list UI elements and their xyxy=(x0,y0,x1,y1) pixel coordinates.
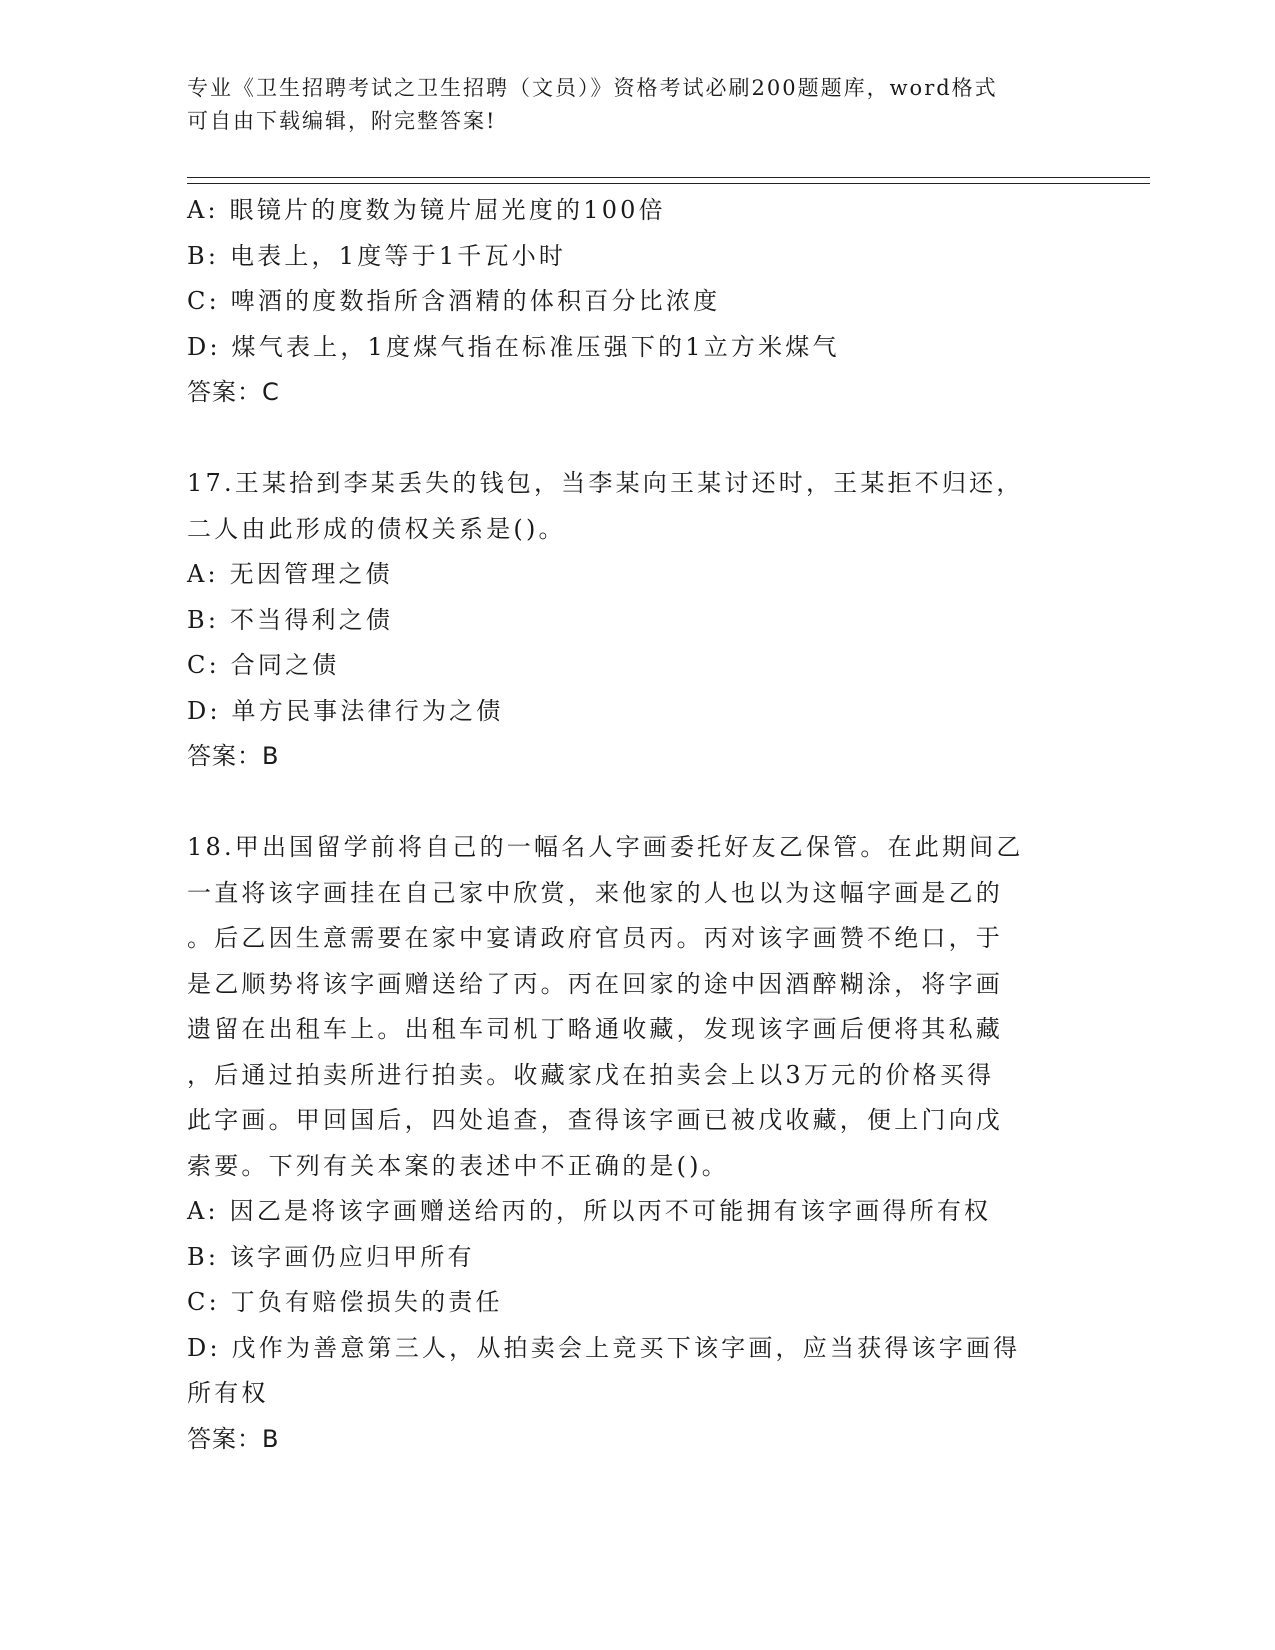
spacer xyxy=(187,416,1087,462)
question-stem: 索要。下列有关本案的表述中不正确的是()。 xyxy=(187,1151,729,1180)
question-18 xyxy=(187,825,1087,1462)
option-a: A: 眼镜片的度数为镜片屈光度的100倍 xyxy=(187,196,666,224)
spacer xyxy=(187,780,1087,826)
header-rule-top xyxy=(187,177,1150,178)
option-b: B: 电表上，1度等于1千瓦小时 xyxy=(187,241,567,270)
question-17 xyxy=(187,461,1087,780)
header-line-1: 专业《卫生招聘考试之卫生招聘（文员）》资格考试必刷200题题库，word格式 xyxy=(187,76,998,100)
option-a: A: 因乙是将该字画赠送给丙的，所以丙不可能拥有该字画得所有权 xyxy=(187,1197,992,1225)
question-stem: 17.王某拾到李某丢失的钱包，当李某向王某讨还时，王某拒不归还， xyxy=(187,469,1024,497)
question-stem: ，后通过拍卖所进行拍卖。收藏家戊在拍卖会上以3万元的价格买得 xyxy=(187,1060,995,1089)
option-d-continued: 所有权 xyxy=(187,1379,269,1407)
document-header xyxy=(187,72,1087,138)
header-line-2: 可自由下载编辑，附完整答案! xyxy=(187,109,497,133)
answer-line: 答案：B xyxy=(187,742,280,770)
answer-line: 答案：C xyxy=(187,378,280,406)
option-d: D: 戊作为善意第三人，从拍卖会上竞买下该字画，应当获得该字画得 xyxy=(187,1333,1021,1362)
question-stem: 一直将该字画挂在自己家中欣赏，来他家的人也以为这幅字画是乙的 xyxy=(187,878,1003,907)
question-stem: 遗留在出租车上。出租车司机丁略通收藏，发现该字画后便将其私藏 xyxy=(187,1015,1003,1043)
option-c: C: 合同之债 xyxy=(187,651,340,679)
option-b: B: 该字画仍应归甲所有 xyxy=(187,1242,475,1271)
option-a: A: 无因管理之债 xyxy=(187,560,393,588)
option-b: B: 不当得利之债 xyxy=(187,605,394,634)
option-c: C: 丁负有赔偿损失的责任 xyxy=(187,1288,503,1316)
answer-line: 答案：B xyxy=(187,1424,280,1453)
option-d: D: 煤气表上，1度煤气指在标准压强下的1立方米煤气 xyxy=(187,332,840,361)
option-c: C: 啤酒的度数指所含酒精的体积百分比浓度 xyxy=(187,287,721,315)
question-16 xyxy=(187,188,1087,416)
option-d: D: 单方民事法律行为之债 xyxy=(187,696,504,725)
question-stem: 是乙顺势将该字画赠送给了丙。丙在回家的途中因酒醉糊涂，将字画 xyxy=(187,969,1003,998)
document-body xyxy=(187,188,1087,1462)
question-stem: 18.甲出国留学前将自己的一幅名人字画委托好友乙保管。在此期间乙 xyxy=(187,833,1024,861)
question-stem: 此字画。甲回国后，四处追查，查得该字画已被戊收藏，便上门向戊 xyxy=(187,1106,1003,1134)
question-stem: 二人由此形成的债权关系是()。 xyxy=(187,514,566,543)
question-stem: 。后乙因生意需要在家中宴请政府官员丙。丙对该字画赞不绝口，于 xyxy=(187,924,1003,952)
header-rule-bottom xyxy=(187,183,1150,184)
